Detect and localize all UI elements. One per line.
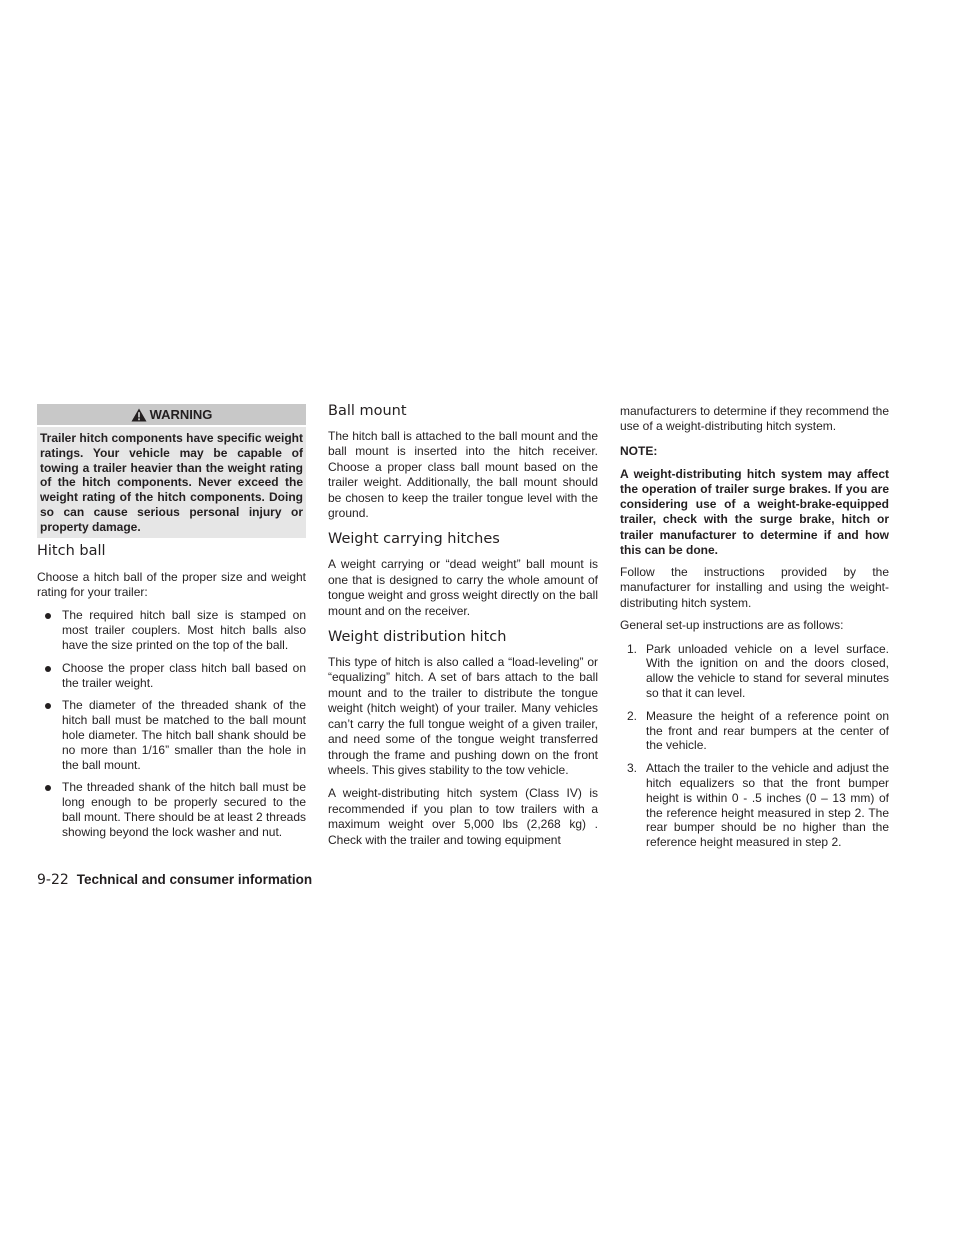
warning-title: WARNING	[149, 407, 213, 422]
step-text: Measure the height of a reference point on the front and rear bumpers at the center of the vehicle.	[646, 708, 889, 753]
hitch-ball-intro: Choose a hitch ball of the proper size and weight rating for your trailer:	[37, 569, 306, 599]
weight-carrying-text: A weight carrying or “dead weight” ball mount is one that is designed to carry the whole amount of tongue weight and gross weight directly on the ball mount and on the receiver.	[328, 557, 598, 618]
warning-triangle-icon	[131, 408, 147, 422]
warning-header	[37, 404, 306, 425]
list-item	[620, 761, 889, 850]
page-footer	[37, 871, 312, 888]
list-item	[620, 642, 889, 701]
note-text: A weight-distributing hitch system may affect the operation of trailer surge brakes. If you are considering use of a weight-brake-equipped trailer, check with the surge brake, hitch or trailer manufacturer to determine if and how this can be done.	[620, 466, 889, 557]
list-item-text: Choose the proper class hitch ball based on the trailer weight.	[62, 660, 306, 690]
weight-distribution-heading: Weight distribution hitch	[328, 629, 507, 646]
list-item	[37, 608, 306, 652]
list-item	[37, 698, 306, 772]
follow-instructions-text: Follow the instructions provided by the manufacturer for installing and using the weight-distributing hitch system.	[620, 565, 889, 610]
weight-distribution-text-2: A weight-distributing hitch system (Class IV) is recommended if you plan to tow trailers with a maximum weight over 5,000 lbs (2,268 kg) . Check with the trailer and towing equipment	[328, 786, 598, 847]
column-middle	[328, 404, 598, 848]
bullet-icon	[45, 666, 51, 672]
hitch-ball-heading: Hitch ball	[37, 542, 106, 559]
bullet-icon	[45, 785, 51, 791]
page-number: 9-22	[37, 872, 69, 888]
weight-distribution-text: This type of hitch is also called a “load-leveling” or “equalizing” hitch. A set of bars attach to the ball mount and to the trailer to distribute the tongue weight (hitch weight) of your trailer. Many vehicles can’t carry the full tongue weight of a given trailer, and need some of the tongue weight transferred through the frame and pushing down on the front wheels. This gives stability to the tow vehicle.	[328, 655, 598, 777]
list-item-text: The diameter of the threaded shank of the hitch ball must be matched to the ball mount hole diameter. The hitch ball shank should be no more than 1/16” smaller than the hole in the ball mount.	[62, 698, 306, 772]
general-setup-text: General set-up instructions are as follows:	[620, 618, 844, 633]
bullet-icon	[45, 703, 51, 709]
weight-distribution-text-continued: manufacturers to determine if they recommend the use of a weight-distributing hitch system.	[620, 404, 889, 434]
step-text: Park unloaded vehicle on a level surface. With the ignition on and the doors closed, allow the vehicle to stand for several minutes so that it can level.	[646, 641, 889, 701]
hitch-ball-list	[37, 608, 306, 839]
warning-box	[37, 404, 306, 538]
warning-text: Trailer hitch components have specific weight ratings. Your vehicle may be capable of towing a trailer heavier than the weight rating of the hitch components. Never exceed the weight rating of the hitch components. Doing so can cause serious personal injury or property damage.	[37, 427, 306, 538]
list-item	[37, 661, 306, 691]
step-number: 3.	[627, 761, 638, 776]
list-item-text: The required hitch ball size is stamped on most trailer couplers. Most hitch balls also have the size printed on the top of the ball.	[62, 608, 306, 652]
ball-mount-heading: Ball mount	[328, 403, 407, 419]
bullet-icon	[45, 613, 51, 619]
note-label: NOTE:	[620, 443, 658, 458]
column-right	[620, 404, 889, 850]
setup-steps-list	[620, 642, 889, 850]
step-text: Attach the trailer to the vehicle and adjust the hitch equalizers so that the front bumper height is within 0 - .5 inches (0 – 13 mm) of the reference height measured in step 2. The rear bumper should be no higher than the reference height measured in step 2.	[646, 761, 889, 850]
list-item	[37, 780, 306, 839]
list-item	[620, 709, 889, 753]
column-left	[37, 404, 306, 840]
step-number: 1.	[627, 641, 638, 656]
list-item-text: The threaded shank of the hitch ball must be long enough to be properly secured to the ball mount. There should be at least 2 threads showing beyond the lock washer and nut.	[62, 780, 306, 839]
weight-carrying-heading: Weight carrying hitches	[328, 531, 500, 548]
ball-mount-text: The hitch ball is attached to the ball mount and the ball mount is inserted into the hitch receiver. Choose a proper class ball mount based on the trailer weight. Additionally, the ball mount should be chosen to keep the trailer tongue level with the ground.	[328, 429, 598, 521]
step-number: 2.	[627, 708, 638, 723]
section-title: Technical and consumer information	[76, 872, 313, 887]
